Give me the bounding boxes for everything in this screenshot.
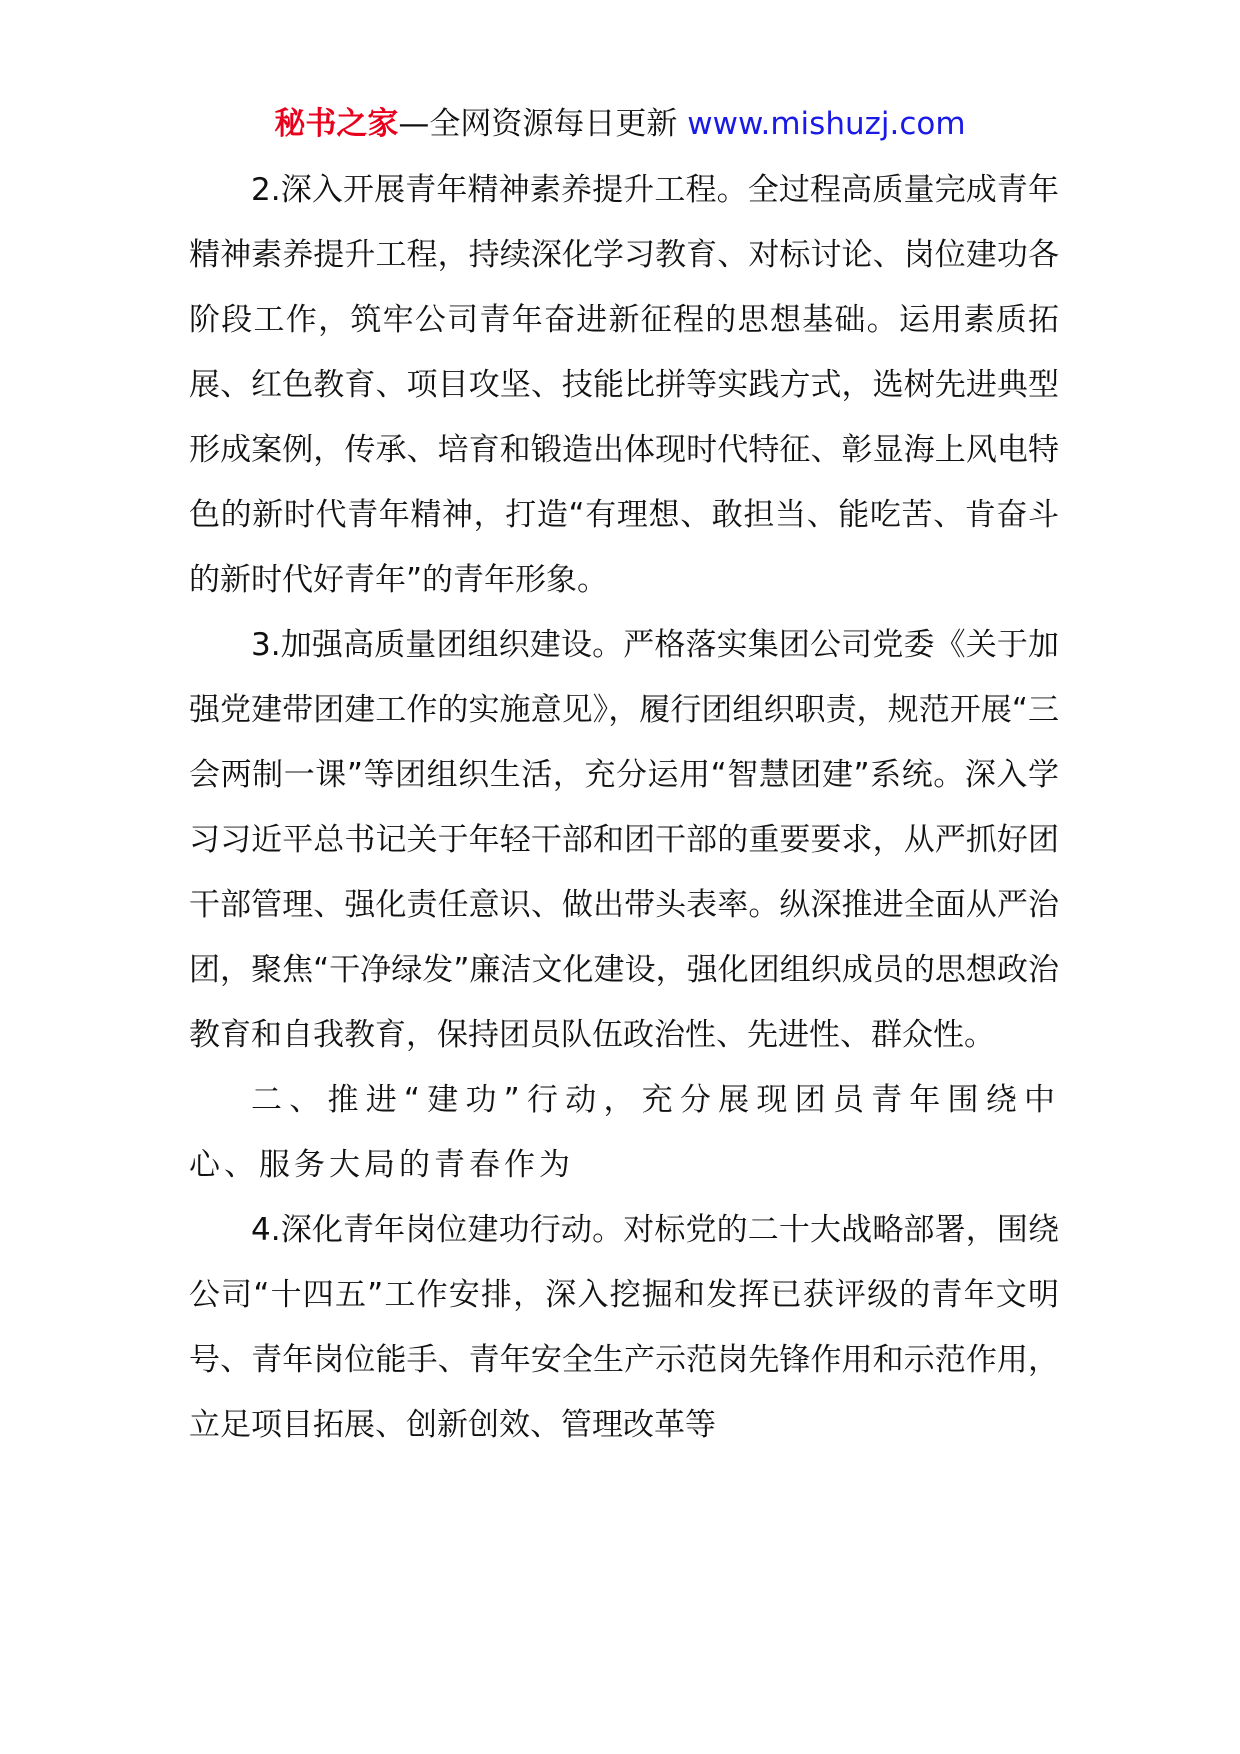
section-heading-2: 二、推进“建功”行动，充分展现团员青年围绕中心、服务大局的青春作为 [189, 1082, 1059, 1183]
site-brand: 秘书之家 [274, 106, 399, 142]
paragraph-item-3: 3.加强高质量团组织建设。严格落实集团公司党委《关于加强党建带团建工作的实施意见》，履行团组织职责，规范开展“三会两制一课”等团组织生活，充分运用“智慧团建”系统。深入学习习近平总书记关于年轻干部和团干部的重要要求，从严抓好团干部管理、强化责任意识、做出带头表率。纵深推进全面从严治团，聚焦“干净绿发”廉洁文化建设，强化团组织成员的思想政治教育和自我教育，保持团员队伍政治性、先进性、群众性。 [189, 627, 1059, 1053]
paragraph-item-2: 2.深入开展青年精神素养提升工程。全过程高质量完成青年精神素养提升工程，持续深化学习教育、对标讨论、岗位建功各阶段工作，筑牢公司青年奋进新征程的思想基础。运用素质拓展、红色教育、项目攻坚、技能比拼等实践方式，选树先进典型形成案例，传承、培育和锻造出体现时代特征、彰显海上风电特色的新时代青年精神，打造“有理想、敢担当、能吃苦、肯奋斗的新时代好青年”的青年形象。 [189, 172, 1059, 598]
document-body [189, 158, 1059, 1458]
paragraph-item-4: 4.深化青年岗位建功行动。对标党的二十大战略部署，围绕公司“十四五”工作安排，深入挖掘和发挥已获评级的青年文明号、青年岗位能手、青年安全生产示范岗先锋作用和示范作用，立足项目拓展、创新创效、管理改革等 [189, 1212, 1059, 1443]
site-header [0, 100, 1240, 148]
site-url-link[interactable]: www.mishuzj.com [687, 106, 966, 142]
site-tagline: —全网资源每日更新 [398, 106, 678, 142]
